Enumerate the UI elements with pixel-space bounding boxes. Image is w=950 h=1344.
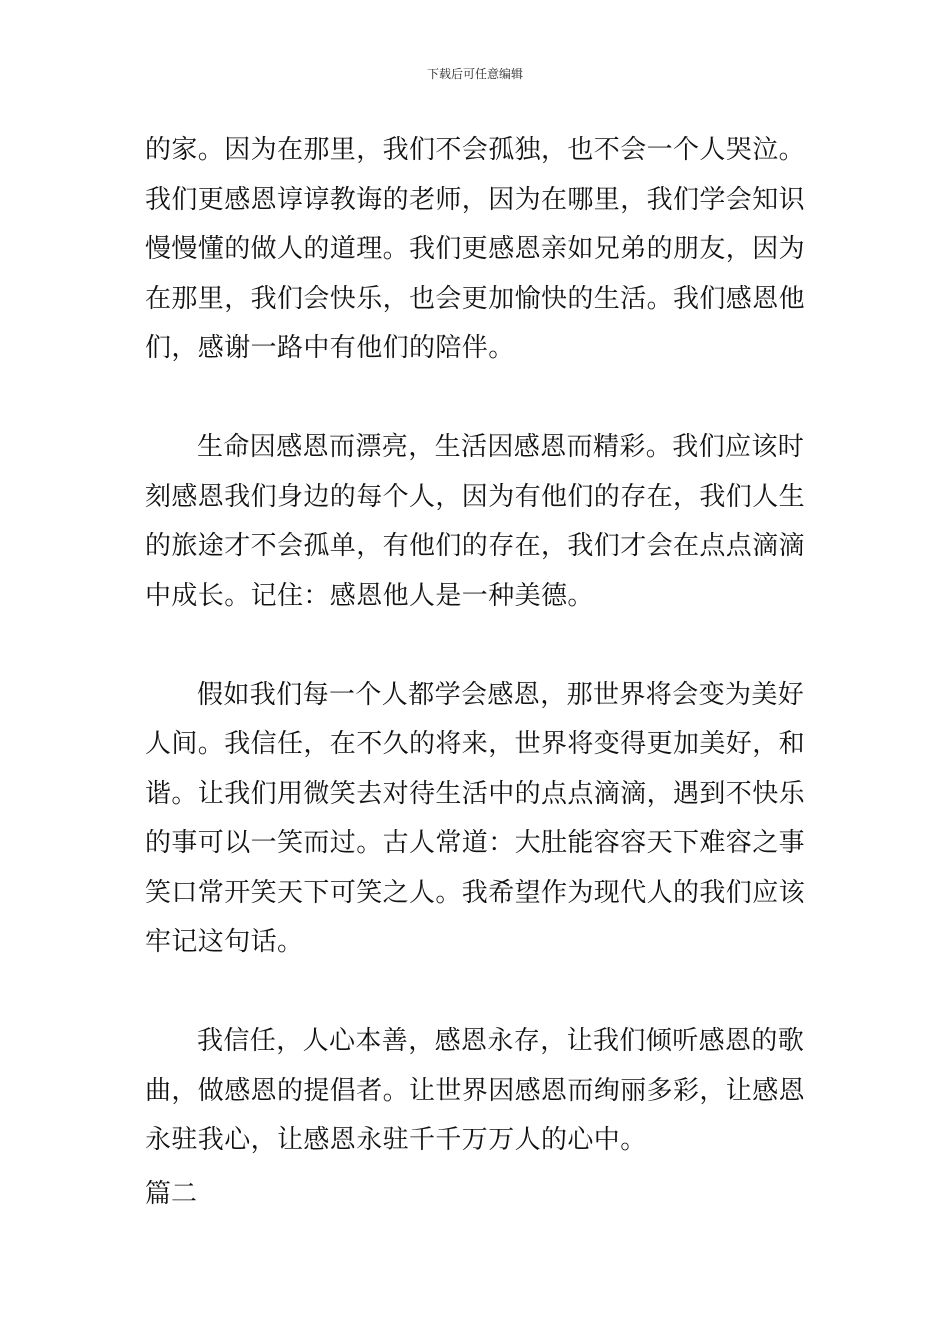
paragraph-2 (145, 423, 805, 621)
paragraph-line: 人间。我信任，在不久的将来，世界将变得更加美好，和 (145, 729, 806, 759)
header-note: 下载后可任意编辑 (426, 67, 523, 81)
paragraph-4 (145, 1017, 805, 1166)
paragraph-gap (145, 374, 805, 424)
paragraph-1 (145, 126, 805, 374)
paragraph-line: 永驻我心，让感恩永驻千千万万人的心中。 (145, 1125, 647, 1155)
paragraph-line: 我们更感恩谆谆教诲的老师，因为在哪里，我们学会知识 (145, 184, 806, 215)
paragraph-line: 刻感恩我们身边的每个人，因为有他们的存在，我们人生 (145, 481, 806, 512)
paragraph-line: 曲，做感恩的提倡者。让世界因感恩而绚丽多彩，让感恩 (145, 1075, 806, 1106)
section-title: 篇二 (145, 1179, 198, 1209)
paragraph-line: 中成长。记住：感恩他人是一种美德。 (145, 580, 594, 611)
paragraph-line: 谐。让我们用微笑去对待生活中的点点滴滴，遇到不快乐 (145, 778, 806, 809)
paragraph-line: 生命因感恩而漂亮，生活因感恩而精彩。我们应该时 (197, 432, 805, 462)
paragraph-line: 的事可以一笑而过。古人常道：大肚能容容天下难容之事 (145, 828, 806, 858)
paragraph-gap (145, 968, 805, 1018)
paragraph-gap (145, 621, 805, 671)
paragraph-line: 的旅途才不会孤单，有他们的存在，我们才会在点点滴滴 (145, 531, 806, 561)
paragraph-line: 在那里，我们会快乐，也会更加愉快的生活。我们感恩他 (145, 283, 806, 314)
paragraph-line: 的家。因为在那里，我们不会孤独，也不会一个人哭泣。 (145, 135, 806, 165)
paragraph-line: 牢记这句话。 (145, 927, 304, 957)
paragraph-line: 假如我们每一个人都学会感恩，那世界将会变为美好 (197, 679, 805, 710)
body-text (145, 126, 805, 1166)
paragraph-3 (145, 671, 805, 968)
paragraph-line: 慢慢懂的做人的道理。我们更感恩亲如兄弟的朋友，因为 (145, 234, 806, 264)
paragraph-line: 我信任，人心本善，感恩永存，让我们倾听感恩的歌 (197, 1026, 805, 1056)
paragraph-line: 们，感谢一路中有他们的陪伴。 (145, 333, 515, 363)
paragraph-line: 笑口常开笑天下可笑之人。我希望作为现代人的我们应该 (145, 877, 806, 908)
